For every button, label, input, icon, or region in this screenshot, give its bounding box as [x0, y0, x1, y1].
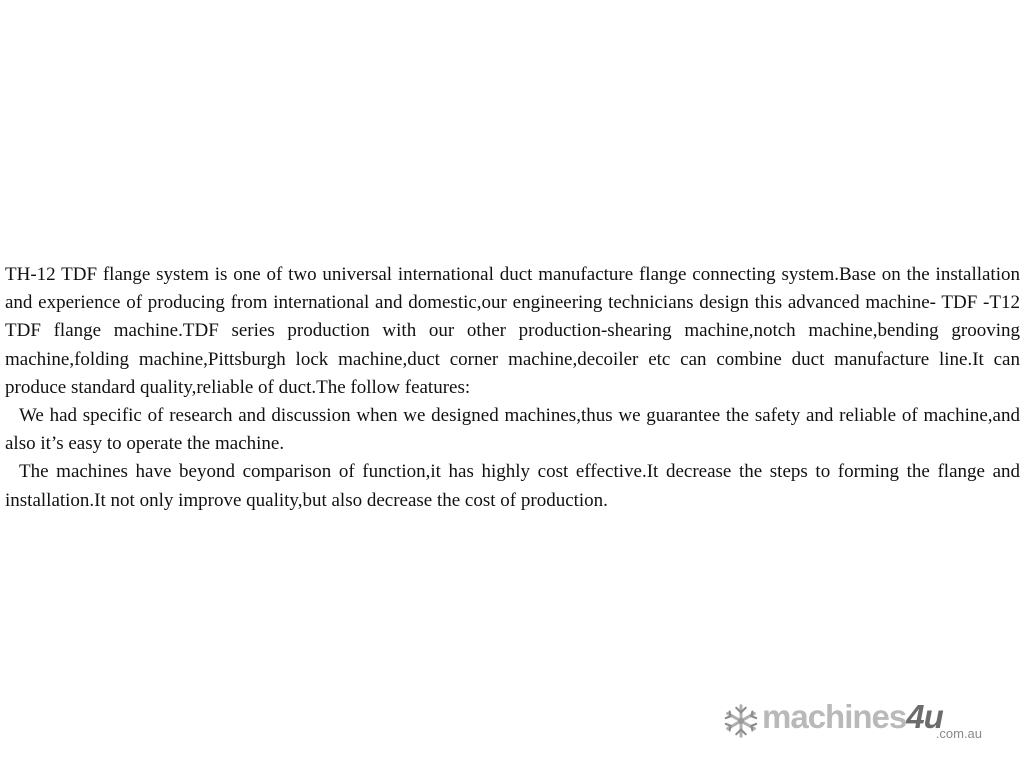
watermark-brand-number: 4u [906, 698, 943, 735]
snowflake-star-icon [722, 702, 760, 740]
document-body [5, 261, 1020, 515]
watermark-domain: .com.au [935, 726, 982, 741]
watermark-brand-main: machines [762, 698, 907, 735]
paragraph-feature-cost: The machines have beyond comparison of function,it has highly cost effective.It decrease the steps to forming the flange and installation.It not only improve quality,but also decrease the cost of production. [5, 461, 1020, 511]
machines4u-watermark [722, 698, 992, 744]
paragraph-intro: TH-12 TDF flange system is one of two universal international duct manufacture flange connecting system.Base on the installation and experience of producing from international and domestic,our engineering technicians design this advanced machine- TDF -T12 TDF flange machine.TDF series production with our other production-shearing machine,notch machine,bending grooving machine,folding machine,Pittsburgh lock machine,duct corner machine,decoiler etc can combine duct manufacture line.It can produce standard quality,reliable of duct.The follow features: [5, 264, 1020, 398]
paragraph-feature-safety: We had specific of research and discussion when we designed machines,thus we guarantee the safety and reliable of machine,and also it’s easy to operate the machine. [5, 405, 1020, 455]
watermark-brand [762, 698, 943, 736]
